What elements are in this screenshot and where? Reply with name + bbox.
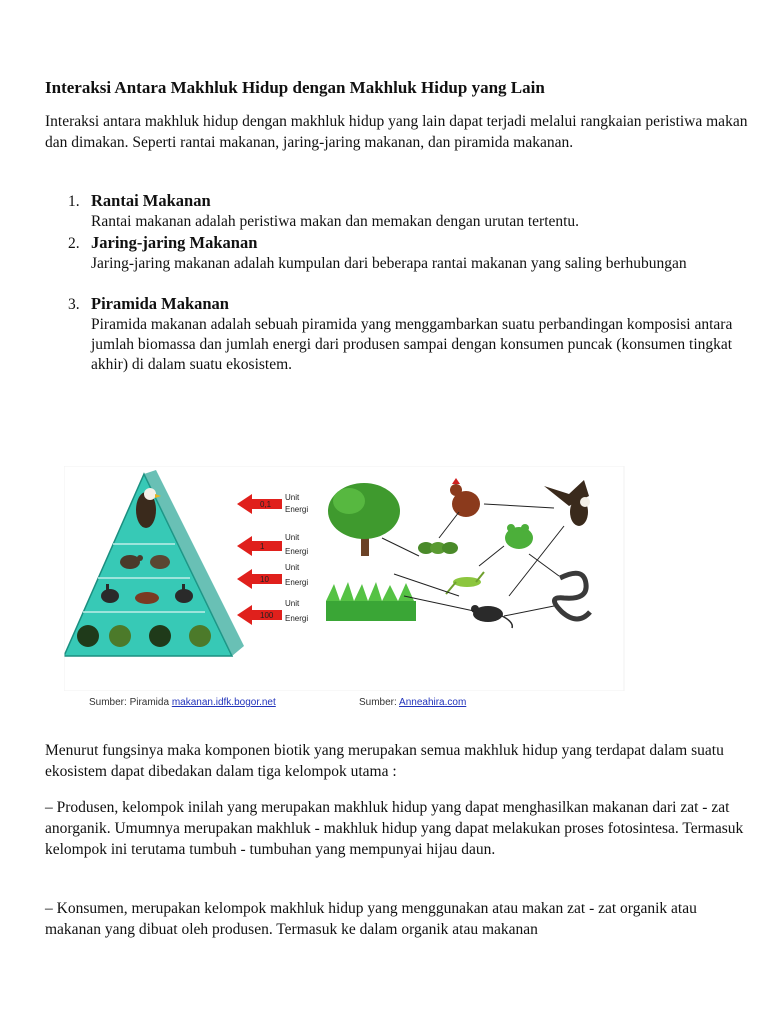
page-title: Interaksi Antara Makhluk Hidup dengan Makhluk Hidup yang Lain bbox=[45, 78, 545, 97]
list-item-desc: Piramida makanan adalah sebuah piramida yang menggambarkan suatu perbandingan komposisi antara jumlah biomassa dan jumlah energi dari produsen sampai dengan konsumen puncak (konsumen tingkat akhir) di dalam suatu ekosistem. bbox=[91, 316, 733, 373]
source-link-pyramid[interactable]: makanan.idfk.bogor.net bbox=[171, 697, 276, 708]
source-label: Sumber: Piramida bbox=[89, 697, 170, 708]
figure-source-web bbox=[359, 697, 466, 708]
unit-label: Unit bbox=[285, 563, 300, 572]
source-link-web[interactable]: Anneahira.com bbox=[399, 697, 467, 708]
energy-label: Energi bbox=[285, 578, 309, 587]
frog-icon bbox=[505, 524, 533, 549]
eagle-icon bbox=[544, 480, 590, 526]
list-number: 1. bbox=[68, 193, 80, 210]
unit-label: Unit bbox=[285, 599, 300, 608]
energy-value: 0,1 bbox=[260, 500, 272, 509]
chicken-icon bbox=[450, 478, 480, 517]
source-label: Sumber: bbox=[359, 697, 397, 708]
list-item-title: Jaring-jaring Makanan bbox=[91, 233, 258, 252]
energy-value: 100 bbox=[260, 611, 274, 620]
unit-label: Unit bbox=[285, 493, 300, 502]
list-item-title: Rantai Makanan bbox=[91, 191, 211, 210]
energy-pyramid bbox=[64, 470, 244, 656]
food-pyramid-and-web-figure bbox=[64, 466, 684, 716]
energy-value: 10 bbox=[260, 575, 269, 584]
list-item-title: Piramida Makanan bbox=[91, 294, 229, 313]
energy-label: Energi bbox=[285, 614, 309, 623]
produsen-paragraph: – Produsen, kelompok inilah yang merupakan makhluk hidup yang dapat menghasilkan makanan dari zat - zat anorganik. Umumnya merupakan makhluk - makhluk hidup yang dapat melakukan proses fotosintesa. Termasuk kelompok ini terutama tumbuh - tumbuhan yang mempunyai hijau daun. bbox=[45, 799, 744, 858]
list-item bbox=[45, 232, 687, 274]
fungsi-paragraph: Menurut fungsinya maka komponen biotik yang merupakan semua makhluk hidup yang terdapat dalam suatu ekosistem dapat dibedakan dalam tiga kelompok utama : bbox=[45, 742, 724, 780]
list-item-desc: Rantai makanan adalah peristiwa makan dan memakan dengan urutan tertentu. bbox=[91, 213, 580, 230]
tree-icon bbox=[328, 483, 400, 556]
energy-value: 1 bbox=[260, 542, 265, 551]
grasshopper-icon bbox=[446, 572, 484, 594]
list-number: 2. bbox=[68, 235, 80, 252]
grass-icon bbox=[326, 582, 416, 621]
energy-label: Energi bbox=[285, 547, 309, 556]
list-item-desc: Jaring-jaring makanan adalah kumpulan dari beberapa rantai makanan yang saling berhubungan bbox=[91, 255, 687, 272]
energy-label: Energi bbox=[285, 505, 309, 514]
list-number: 3. bbox=[68, 296, 80, 313]
energy-arrows bbox=[237, 494, 282, 625]
caterpillar-icon bbox=[418, 542, 458, 554]
figure-illustration bbox=[64, 466, 684, 691]
list-item bbox=[45, 293, 735, 375]
mouse-icon bbox=[471, 605, 512, 628]
figure-source-pyramid bbox=[89, 697, 276, 708]
list-item bbox=[45, 190, 579, 232]
food-web bbox=[326, 478, 590, 628]
intro-paragraph: Interaksi antara makhluk hidup dengan makhluk hidup yang lain dapat terjadi melalui rangkaian peristiwa makan dan dimakan. Seperti rantai makanan, jaring-jaring makanan, dan piramida makanan. bbox=[45, 113, 748, 151]
unit-label: Unit bbox=[285, 533, 300, 542]
konsumen-paragraph: – Konsumen, merupakan kelompok makhluk hidup yang menggunakan atau makan zat - zat organik atau makanan yang dibuat oleh produsen. Termasuk ke dalam organik atau makanan bbox=[45, 900, 697, 938]
snake-icon bbox=[554, 573, 590, 619]
